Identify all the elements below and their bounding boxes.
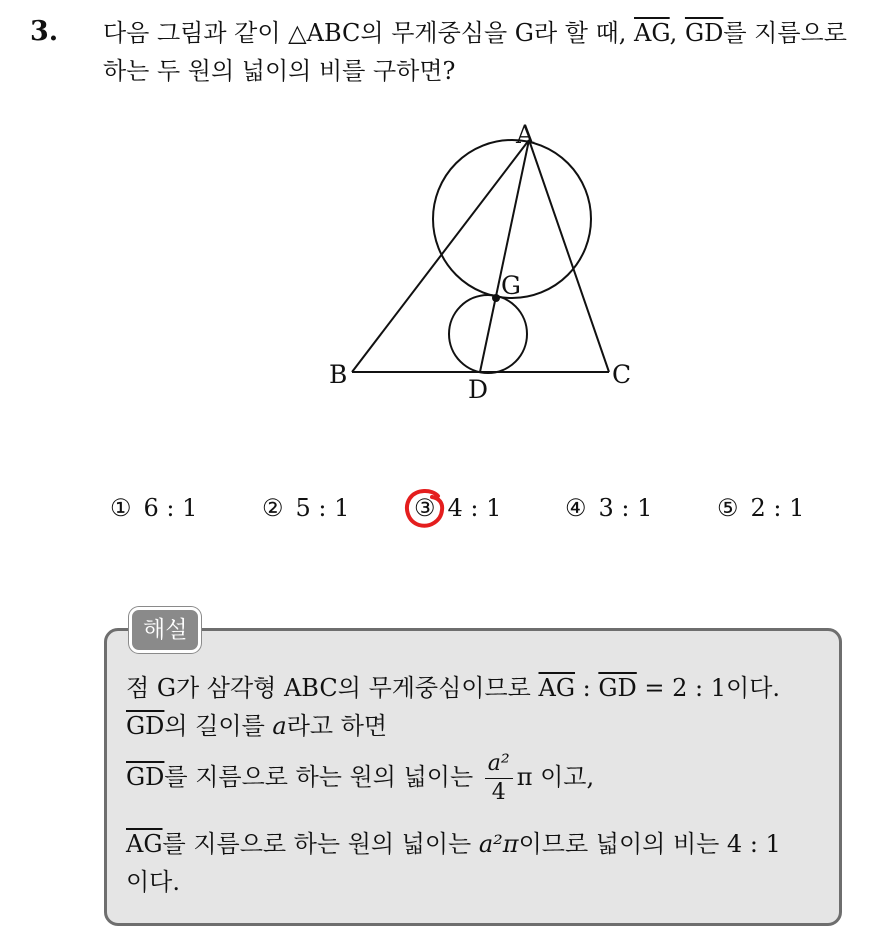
segment-ag: $\overline{AG}$ [634, 19, 670, 47]
answer-circle-mark [402, 486, 448, 530]
fraction-numerator: a² [485, 750, 513, 779]
solution-text: π 이고, [516, 763, 595, 791]
solution-text: 를 지름으로 하는 원의 넓이는 [162, 830, 479, 858]
segment-gd: $\overline{GD}$ [598, 674, 637, 702]
solution-line-1 [126, 668, 780, 703]
choice-text: 6 : 1 [143, 494, 198, 522]
question-text-part1: 다음 그림과 같이 △ABC의 무게중심을 G라 할 때, [103, 19, 635, 47]
choice-number: ③ [414, 494, 436, 522]
solution-line-4 [126, 824, 781, 859]
choice-4[interactable] [565, 494, 652, 522]
variable-a: a [272, 712, 287, 740]
point-g [492, 294, 500, 302]
colon: : [575, 674, 599, 702]
choice-number: ④ [565, 494, 587, 522]
solution-line-2 [126, 706, 387, 741]
question-text [103, 14, 873, 90]
fraction-denominator: 4 [491, 780, 506, 805]
label-d: D [468, 375, 489, 404]
solution-text: 를 지름으로 하는 원의 넓이는 [164, 763, 481, 791]
side-ac [529, 140, 609, 372]
choice-2[interactable] [262, 494, 349, 522]
choice-text: 4 : 1 [447, 494, 502, 522]
label-g: G [501, 271, 521, 300]
choice-5[interactable] [717, 494, 804, 522]
solution-line-5: 이다. [126, 868, 180, 896]
triangle-figure [320, 115, 650, 415]
solution-text: 이므로 넓이의 비는 4 : 1 [518, 830, 781, 858]
solution-line-3 [126, 750, 594, 807]
choice-number: ② [262, 494, 284, 522]
solution-tag: 해설 [129, 607, 201, 653]
question-number: 3. [30, 16, 59, 47]
choice-number: ① [110, 494, 132, 522]
solution-text: 점 G가 삼각형 ABC의 무게중심이므로 [126, 674, 539, 702]
label-b: B [329, 360, 348, 389]
choice-text: 3 : 1 [598, 494, 653, 522]
fraction [485, 750, 513, 807]
choice-text: 5 : 1 [295, 494, 350, 522]
solution-text: 라고 하면 [286, 712, 388, 740]
segment-gd: $\overline{GD}$ [126, 763, 165, 791]
question-text-part2: 를 지름으로 하는 두 원의 넓이의 비를 구하면? [103, 19, 847, 85]
solution-text: 의 길이를 [164, 712, 273, 740]
side-ab [352, 140, 529, 372]
segment-ag: $\overline{AG}$ [538, 674, 576, 702]
comma: , [669, 19, 685, 47]
segment-gd: $\overline{GD}$ [126, 712, 165, 740]
median-ad [480, 140, 529, 372]
label-c: C [612, 360, 632, 389]
label-a: A [516, 120, 535, 149]
choice-number: ⑤ [717, 494, 739, 522]
segment-ag: $\overline{AG}$ [126, 830, 163, 858]
area-expression: a²π [478, 830, 519, 858]
choice-text: 2 : 1 [750, 494, 805, 522]
choice-1[interactable] [110, 494, 197, 522]
solution-text: = 2 : 1이다. [636, 674, 781, 702]
segment-gd: $\overline{GD}$ [684, 19, 724, 47]
